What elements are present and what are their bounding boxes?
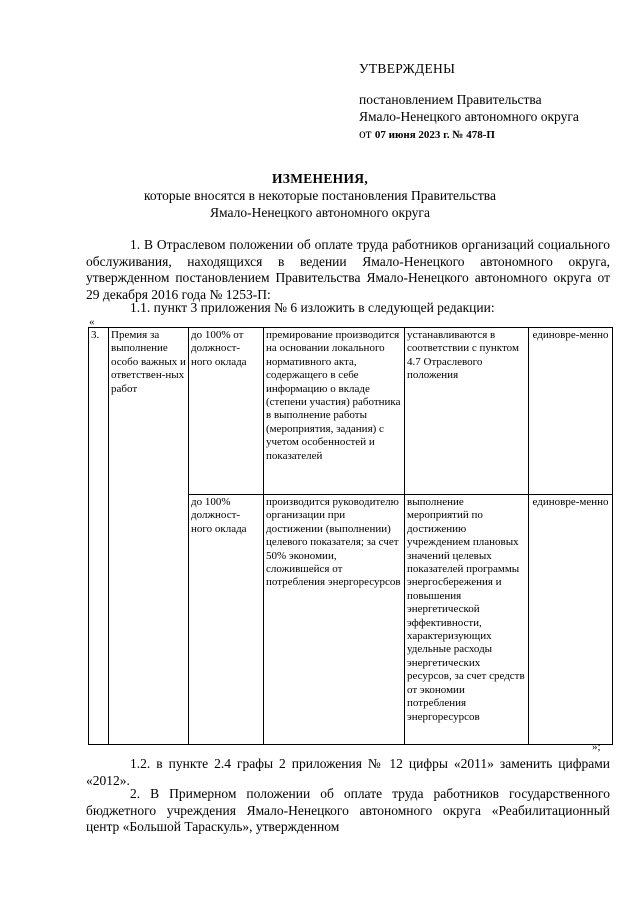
paragraph-1-1-text: 1.1. пункт 3 приложения № 6 изложить в следующей редакции:: [130, 300, 495, 315]
cell-period: единовре-менно: [529, 328, 613, 495]
cell-size: до 100% должност-ного оклада: [189, 495, 264, 745]
approval-line-1: постановлением Правительства: [359, 92, 542, 107]
paragraph-1-2-text: 1.2. в пункте 2.4 графы 2 приложения № 12 цифры «2011» заменить цифрами «2012».: [86, 756, 610, 788]
cell-period: единовре-менно: [529, 495, 613, 745]
title-subtitle-2: Ямало-Ненецкого автономного округа: [210, 205, 430, 220]
approval-line-2: Ямало-Ненецкого автономного округа: [359, 109, 579, 124]
cell-condition: устанавливаются в соответствии с пунктом 4.7 Отраслевого положения: [405, 328, 529, 495]
approval-heading: УТВЕРЖДЕНЫ: [359, 61, 456, 76]
table-row: [89, 328, 613, 495]
paragraph-1-1: [86, 300, 610, 317]
approval-date-prefix: от: [359, 126, 372, 141]
document-title: [0, 170, 640, 221]
approval-block: [359, 60, 579, 144]
paragraph-1-text: 1. В Отраслевом положении об оплате труда работников организаций социального обслуживания, находящихся в ведении Ямало-Ненецкого автономного округа, утвержденном постановлением Правительства Ямало-Ненецкого автономного округа от 29 декабря 2016 года № 1253-П:: [86, 237, 610, 302]
paragraph-1-2: [86, 756, 610, 789]
title-main: ИЗМЕНЕНИЯ,: [271, 171, 368, 186]
quote-close: »;: [592, 741, 601, 753]
quote-open: «: [89, 316, 95, 328]
cell-description: премирование производится на основании локального нормативного акта, содержащего в себе информацию о вкладе (степени участия) работника в выполнение работы (мероприятия, задания) с учетом особенностей и показателей: [264, 328, 405, 495]
title-subtitle-1: которые вносятся в некоторые постановления Правительства: [144, 188, 496, 203]
paragraph-2: [86, 786, 610, 836]
paragraph-1: [86, 237, 610, 303]
cell-number: 3.: [89, 328, 109, 745]
cell-description: производится руководителю организации при достижении (выполнении) целевого показателя; за счет 50% экономии, сложившейся от потребления энергоресурсов: [264, 495, 405, 745]
approval-date-line: [359, 125, 579, 144]
approval-date: 07 июня 2023 г. № 478-П: [374, 129, 495, 141]
cell-condition: выполнение мероприятий по достижению учреждением плановых значений целевых показателей программы энергосбережения и повышения энергетической эффективности, характеризующих удельные расходы энергетических ресурсов, за счет средств от экономии потребления энергоресурсов: [405, 495, 529, 745]
paragraph-2-text: 2. В Примерном положении об оплате труда работников государственного бюджетного учреждения Ямало-Ненецкого автономного округа «Реабилитационный центр «Большой Тараскуль», утвержденном: [86, 786, 610, 834]
changes-table: [88, 327, 613, 745]
cell-bonus-name: Премия за выполнение особо важных и ответствен-ных работ: [109, 328, 189, 745]
cell-size: до 100% от должност-ного оклада: [189, 328, 264, 495]
